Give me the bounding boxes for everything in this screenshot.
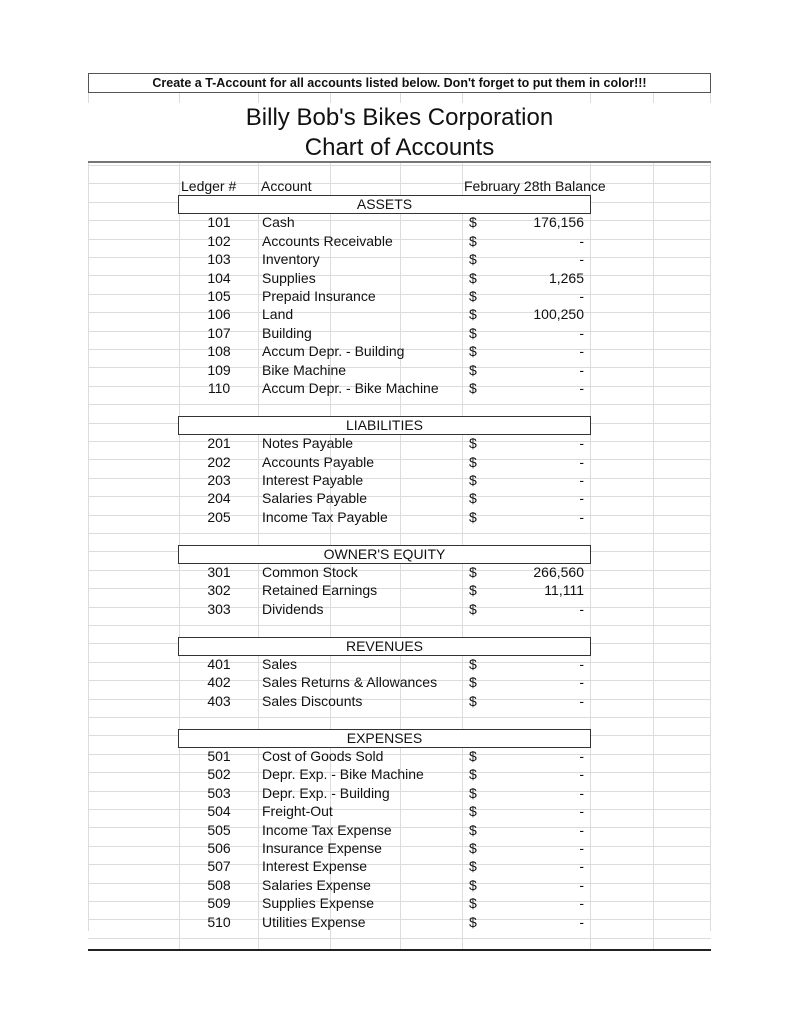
balance-amount: - [579,766,584,782]
currency-symbol: $ [469,362,477,378]
ledger-number: 403 [207,693,231,709]
ledger-number: 302 [207,582,231,598]
section-header: REVENUES [178,637,591,656]
gridline [462,92,463,950]
account-name: Notes Payable [262,435,354,451]
account-name: Common Stock [262,564,358,580]
ledger-number: 501 [207,748,231,764]
balance-amount: - [579,803,584,819]
balance-amount: - [579,914,584,930]
account-name: Accounts Receivable [262,233,393,249]
account-name: Supplies Expense [262,895,375,911]
company-title: Billy Bob's Bikes Corporation [88,103,711,133]
currency-symbol: $ [469,233,477,249]
balance-amount: - [579,748,584,764]
currency-symbol: $ [469,472,477,488]
ledger-number: 107 [207,325,231,341]
account-name: Income Tax Payable [262,509,388,525]
currency-symbol: $ [469,914,477,930]
account-name: Bike Machine [262,362,347,378]
balance-amount: - [579,858,584,874]
currency-symbol: $ [469,270,477,286]
currency-symbol: $ [469,435,477,451]
currency-symbol: $ [469,306,477,322]
ledger-number: 508 [207,877,231,893]
account-name: Salaries Payable [262,490,368,506]
balance-amount: - [579,601,584,617]
gridline [653,92,654,950]
ledger-number: 203 [207,472,231,488]
currency-symbol: $ [469,877,477,893]
currency-symbol: $ [469,509,477,525]
currency-symbol: $ [469,766,477,782]
ledger-number: 105 [207,288,231,304]
account-name: Cash [262,214,295,230]
balance-amount: - [579,454,584,470]
account-name: Building [262,325,312,341]
balance-amount: - [579,895,584,911]
account-name: Interest Payable [262,472,364,488]
account-name: Salaries Expense [262,877,371,893]
ledger-number: 505 [207,822,231,838]
ledger-number: 510 [207,914,231,930]
balance-amount: - [579,251,584,267]
ledger-number: 103 [207,251,231,267]
gridline [710,73,711,931]
currency-symbol: $ [469,325,477,341]
ledger-number: 506 [207,840,231,856]
ledger-number: 109 [207,362,231,378]
balance-amount: - [579,435,584,451]
account-name: Accum Depr. - Bike Machine [262,380,439,396]
currency-symbol: $ [469,214,477,230]
ledger-number: 205 [207,509,231,525]
ledger-number: 401 [207,656,231,672]
account-name: Inventory [262,251,320,267]
ledger-number: 301 [207,564,231,580]
balance-amount: 1,265 [548,270,584,286]
account-name: Income Tax Expense [262,822,392,838]
currency-symbol: $ [469,822,477,838]
balance-amount: 176,156 [533,214,584,230]
account-name: Dividends [262,601,324,617]
currency-symbol: $ [469,803,477,819]
balance-amount: - [579,877,584,893]
balance-amount: - [579,472,584,488]
ledger-number: 106 [207,306,231,322]
section-header: OWNER'S EQUITY [178,545,591,564]
instruction-banner: Create a T-Account for all accounts listed below. Don't forget to put them in color!!! [88,73,711,93]
account-name: Retained Earnings [262,582,378,598]
balance-amount: - [579,233,584,249]
balance-amount: - [579,509,584,525]
ledger-number: 201 [207,435,231,451]
bottom-border [88,949,711,951]
ledger-number: 402 [207,674,231,690]
balance-amount: - [579,288,584,304]
account-name: Freight-Out [262,803,333,819]
ledger-number: 110 [207,380,231,396]
document-subtitle: Chart of Accounts [88,133,711,163]
ledger-number: 507 [207,858,231,874]
balance-amount: - [579,785,584,801]
ledger-number: 502 [207,766,231,782]
currency-symbol: $ [469,895,477,911]
ledger-number: 204 [207,490,231,506]
account-name: Accum Depr. - Building [262,343,405,359]
currency-symbol: $ [469,582,477,598]
header-ledger: Ledger # [181,178,237,194]
header-balance: February 28th Balance [464,178,606,194]
balance-amount: 100,250 [533,306,584,322]
ledger-number: 503 [207,785,231,801]
currency-symbol: $ [469,380,477,396]
balance-amount: - [579,693,584,709]
balance-amount: - [579,822,584,838]
ledger-number: 104 [207,270,231,286]
currency-symbol: $ [469,251,477,267]
account-name: Land [262,306,294,322]
account-name: Cost of Goods Sold [262,748,384,764]
currency-symbol: $ [469,748,477,764]
account-name: Sales Discounts [262,693,363,709]
balance-amount: 11,111 [544,582,584,598]
title-divider [88,161,711,163]
ledger-number: 101 [207,214,231,230]
ledger-number: 504 [207,803,231,819]
balance-amount: - [579,490,584,506]
currency-symbol: $ [469,693,477,709]
currency-symbol: $ [469,656,477,672]
account-name: Prepaid Insurance [262,288,376,304]
gridline [590,92,591,950]
account-name: Sales Returns & Allowances [262,674,438,690]
balance-amount: - [579,674,584,690]
balance-amount: - [579,380,584,396]
gridline [88,73,89,931]
account-name: Interest Expense [262,858,368,874]
balance-amount: - [579,840,584,856]
account-name: Supplies [262,270,316,286]
section-header: LIABILITIES [178,416,591,435]
header-account: Account [261,178,312,194]
balance-amount: 266,560 [533,564,584,580]
balance-amount: - [579,362,584,378]
currency-symbol: $ [469,840,477,856]
currency-symbol: $ [469,601,477,617]
account-name: Insurance Expense [262,840,382,856]
ledger-number: 108 [207,343,231,359]
balance-amount: - [579,343,584,359]
currency-symbol: $ [469,674,477,690]
currency-symbol: $ [469,858,477,874]
currency-symbol: $ [469,490,477,506]
account-name: Depr. Exp. - Bike Machine [262,766,424,782]
account-name: Accounts Payable [262,454,375,470]
account-name: Utilities Expense [262,914,366,930]
currency-symbol: $ [469,288,477,304]
currency-symbol: $ [469,343,477,359]
currency-symbol: $ [469,454,477,470]
ledger-number: 202 [207,454,231,470]
balance-amount: - [579,656,584,672]
section-header: EXPENSES [178,729,591,748]
account-name: Sales [262,656,298,672]
ledger-number: 509 [207,895,231,911]
currency-symbol: $ [469,564,477,580]
gridline [400,92,401,950]
ledger-number: 303 [207,601,231,617]
currency-symbol: $ [469,785,477,801]
ledger-number: 102 [207,233,231,249]
account-name: Depr. Exp. - Building [262,785,390,801]
balance-amount: - [579,325,584,341]
section-header: ASSETS [178,195,591,214]
